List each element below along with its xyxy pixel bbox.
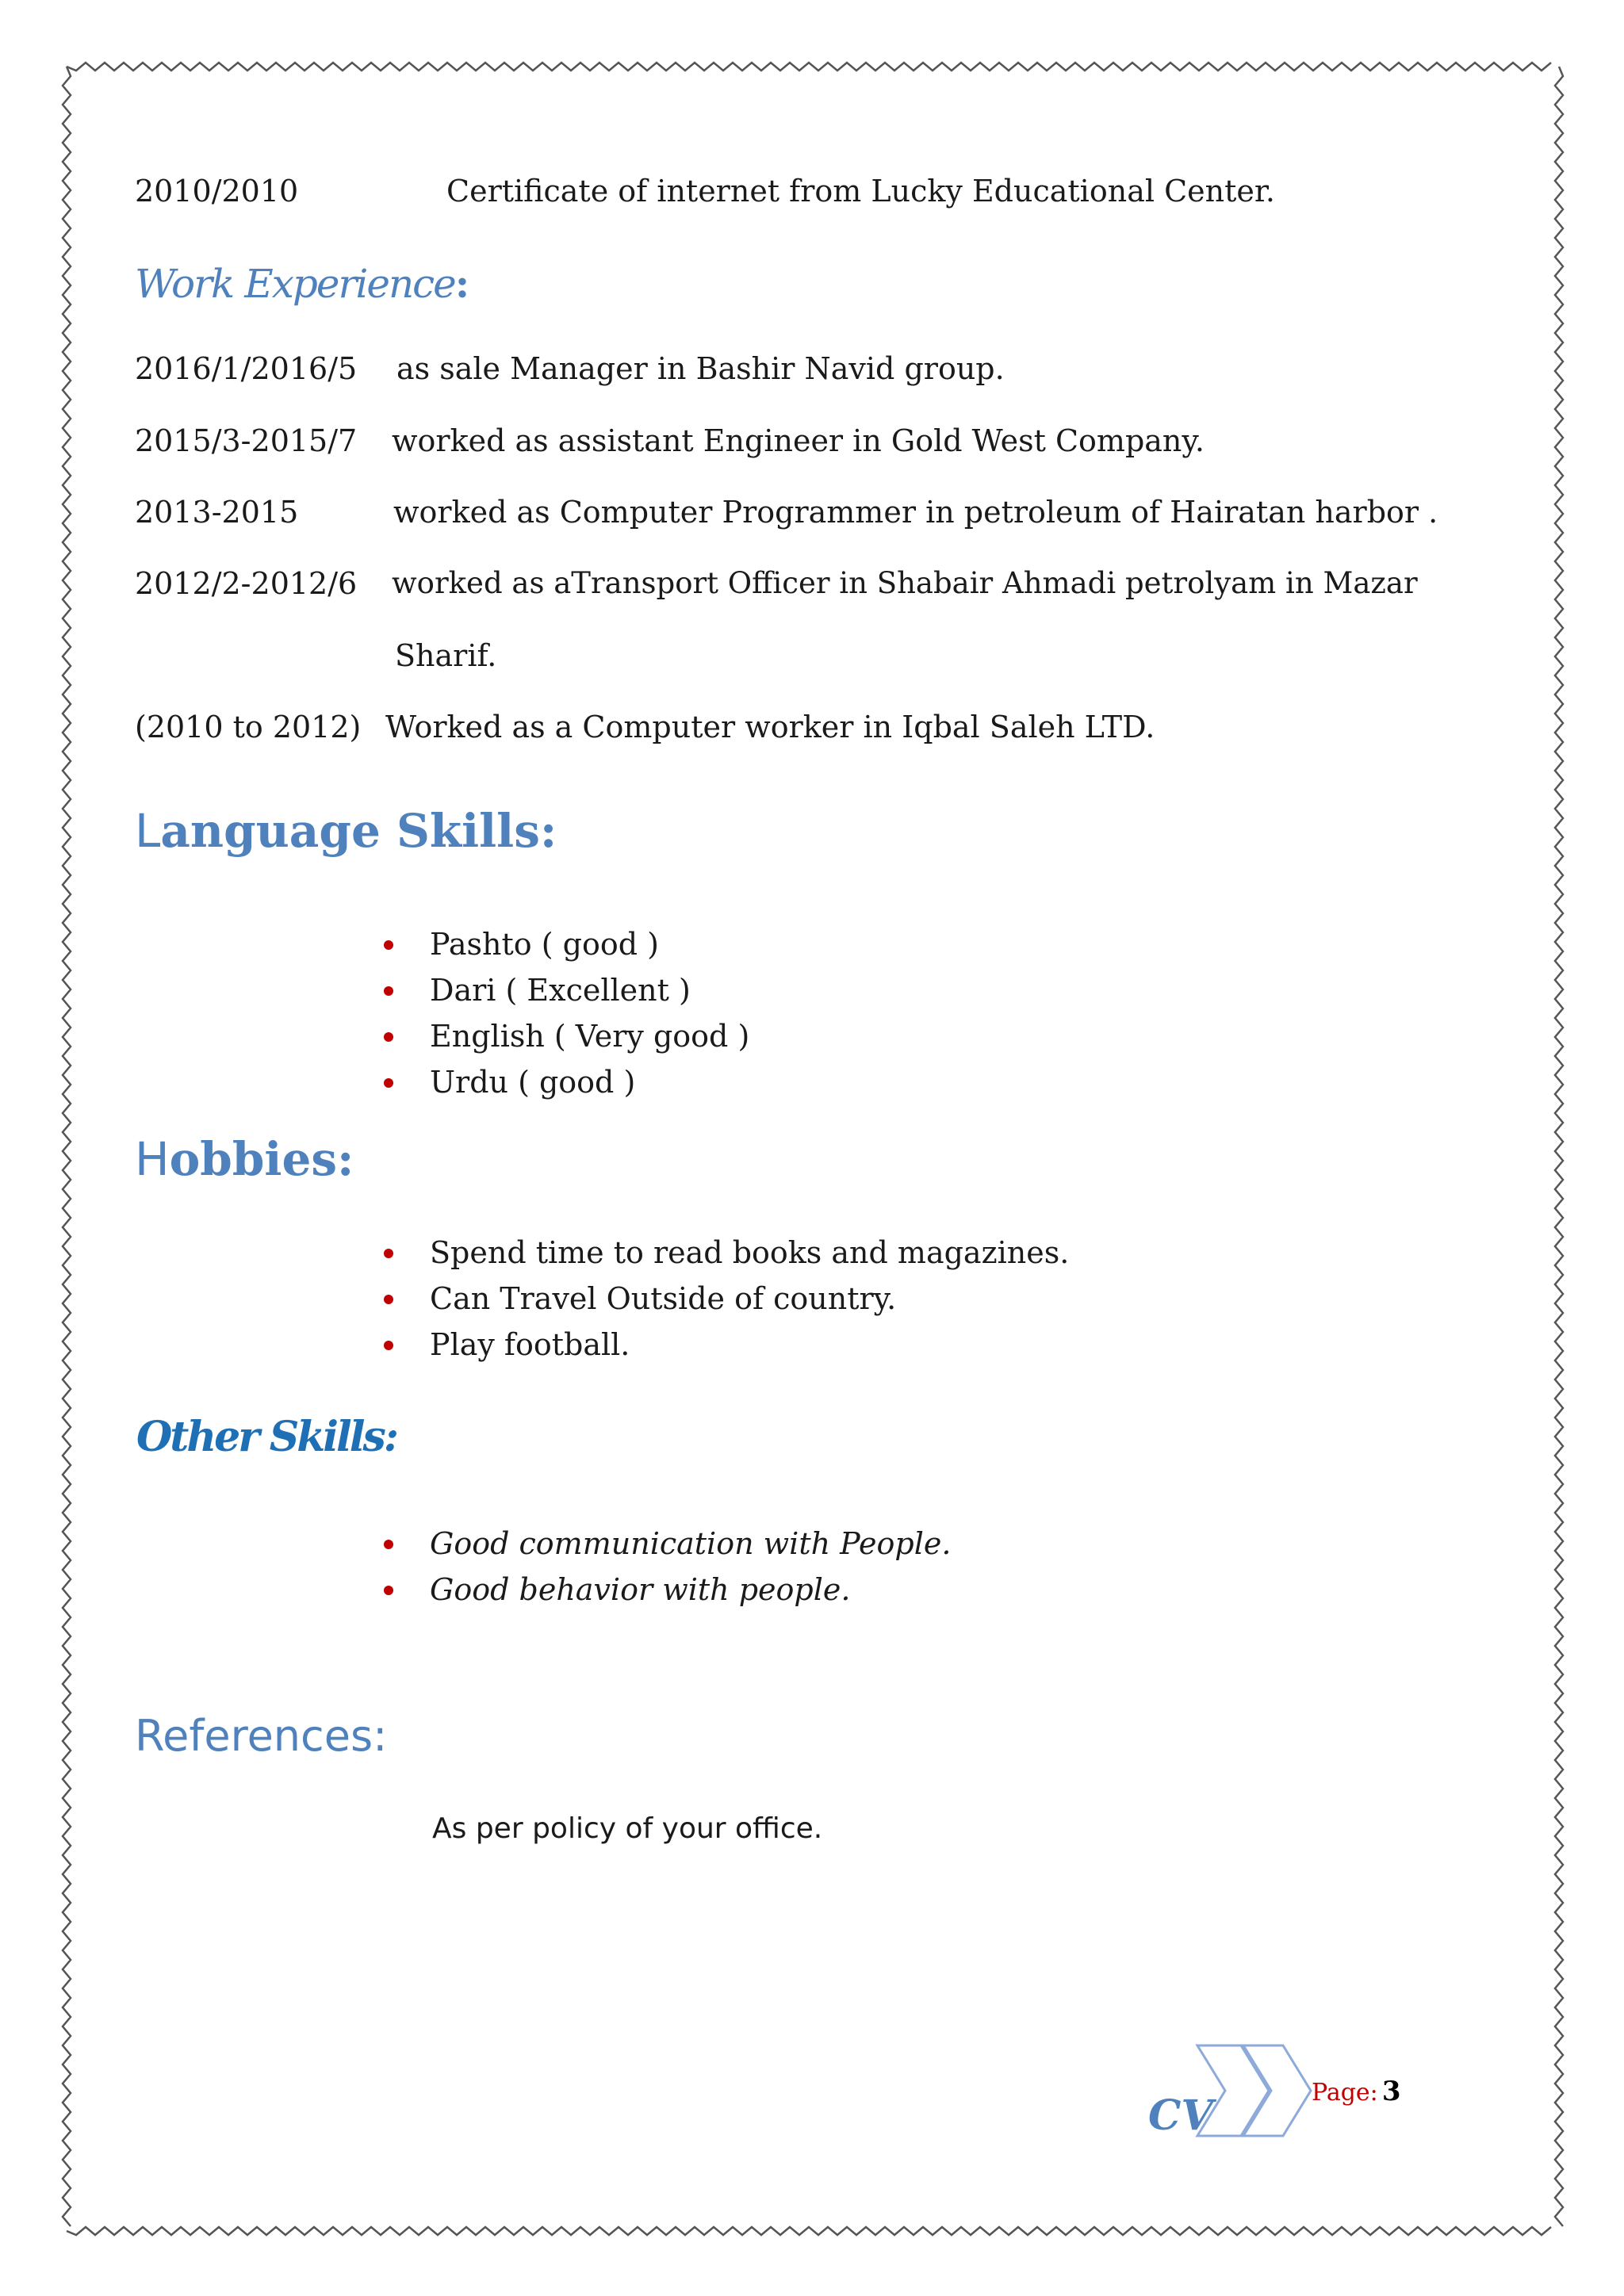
- page-number-label: Page:: [1312, 2079, 1378, 2107]
- work-text-3: worked as Computer Programmer in petroleum of Hairatan harbor .: [393, 495, 1438, 530]
- references-heading-rest: eferences:: [163, 1711, 388, 1761]
- work-date-1: 2016/1/2016/5: [135, 351, 358, 386]
- work-text-4: worked as aTransport Officer in Shabair Ahmadi petrolyam in Mazar: [392, 566, 1418, 600]
- work-text-1: as sale Manager in Bashir Navid group.: [396, 351, 1005, 386]
- work-text-5: Worked as a Computer worker in Iqbal Saleh LTD.: [385, 710, 1155, 744]
- work-text-2: worked as assistant Engineer in Gold West Company.: [392, 423, 1205, 458]
- list-item: Dari ( Excellent ): [430, 975, 749, 1005]
- cv-logo-text: CV: [1148, 2091, 1213, 2140]
- language-skills-list: [430, 927, 750, 1100]
- work-experience-heading-colon: :: [454, 260, 470, 307]
- list-item: Spend time to read books and magazines.: [430, 1235, 1070, 1270]
- work-text-4-continuation: Sharif.: [395, 638, 497, 673]
- list-item: Good communication with People.: [430, 1526, 952, 1561]
- list-item: Urdu ( good ): [430, 1067, 749, 1097]
- language-skills-heading-cap: L: [135, 804, 161, 858]
- references-heading-cap: R: [135, 1711, 163, 1761]
- work-date-2: 2015/3-2015/7: [135, 423, 358, 458]
- work-date-5: (2010 to 2012): [135, 710, 362, 744]
- work-experience-heading-text: Work Experience: [135, 261, 455, 307]
- education-date: 2010/2010: [135, 174, 299, 209]
- other-skills-list: [430, 1526, 952, 1607]
- page-number: [1312, 2076, 1401, 2107]
- references-heading: [135, 1711, 387, 1761]
- hobbies-heading-rest: obbies:: [169, 1132, 354, 1186]
- hobbies-list: [430, 1235, 1070, 1362]
- language-skills-heading: [135, 804, 557, 858]
- work-date-3: 2013-2015: [135, 495, 299, 530]
- list-item: English ( Very good ): [430, 1019, 750, 1054]
- other-skills-heading: Other Skills:: [136, 1413, 397, 1461]
- list-item: Can Travel Outside of country.: [430, 1284, 1069, 1314]
- language-skills-heading-rest: anguage Skills:: [160, 804, 557, 858]
- education-text: Certificate of internet from Lucky Educational Center.: [446, 174, 1275, 209]
- list-item: Good behavior with people.: [430, 1575, 951, 1605]
- work-date-4: 2012/2-2012/6: [135, 566, 358, 601]
- list-item: Play football.: [430, 1330, 1069, 1360]
- work-experience-heading: [135, 260, 469, 307]
- hobbies-heading: [135, 1132, 354, 1186]
- page-number-value: 3: [1381, 2076, 1401, 2107]
- references-text: As per policy of your office.: [432, 1812, 823, 1845]
- list-item: Pashto ( good ): [430, 929, 749, 959]
- hobbies-heading-cap: H: [135, 1132, 170, 1186]
- cv-logo: [1142, 2039, 1316, 2142]
